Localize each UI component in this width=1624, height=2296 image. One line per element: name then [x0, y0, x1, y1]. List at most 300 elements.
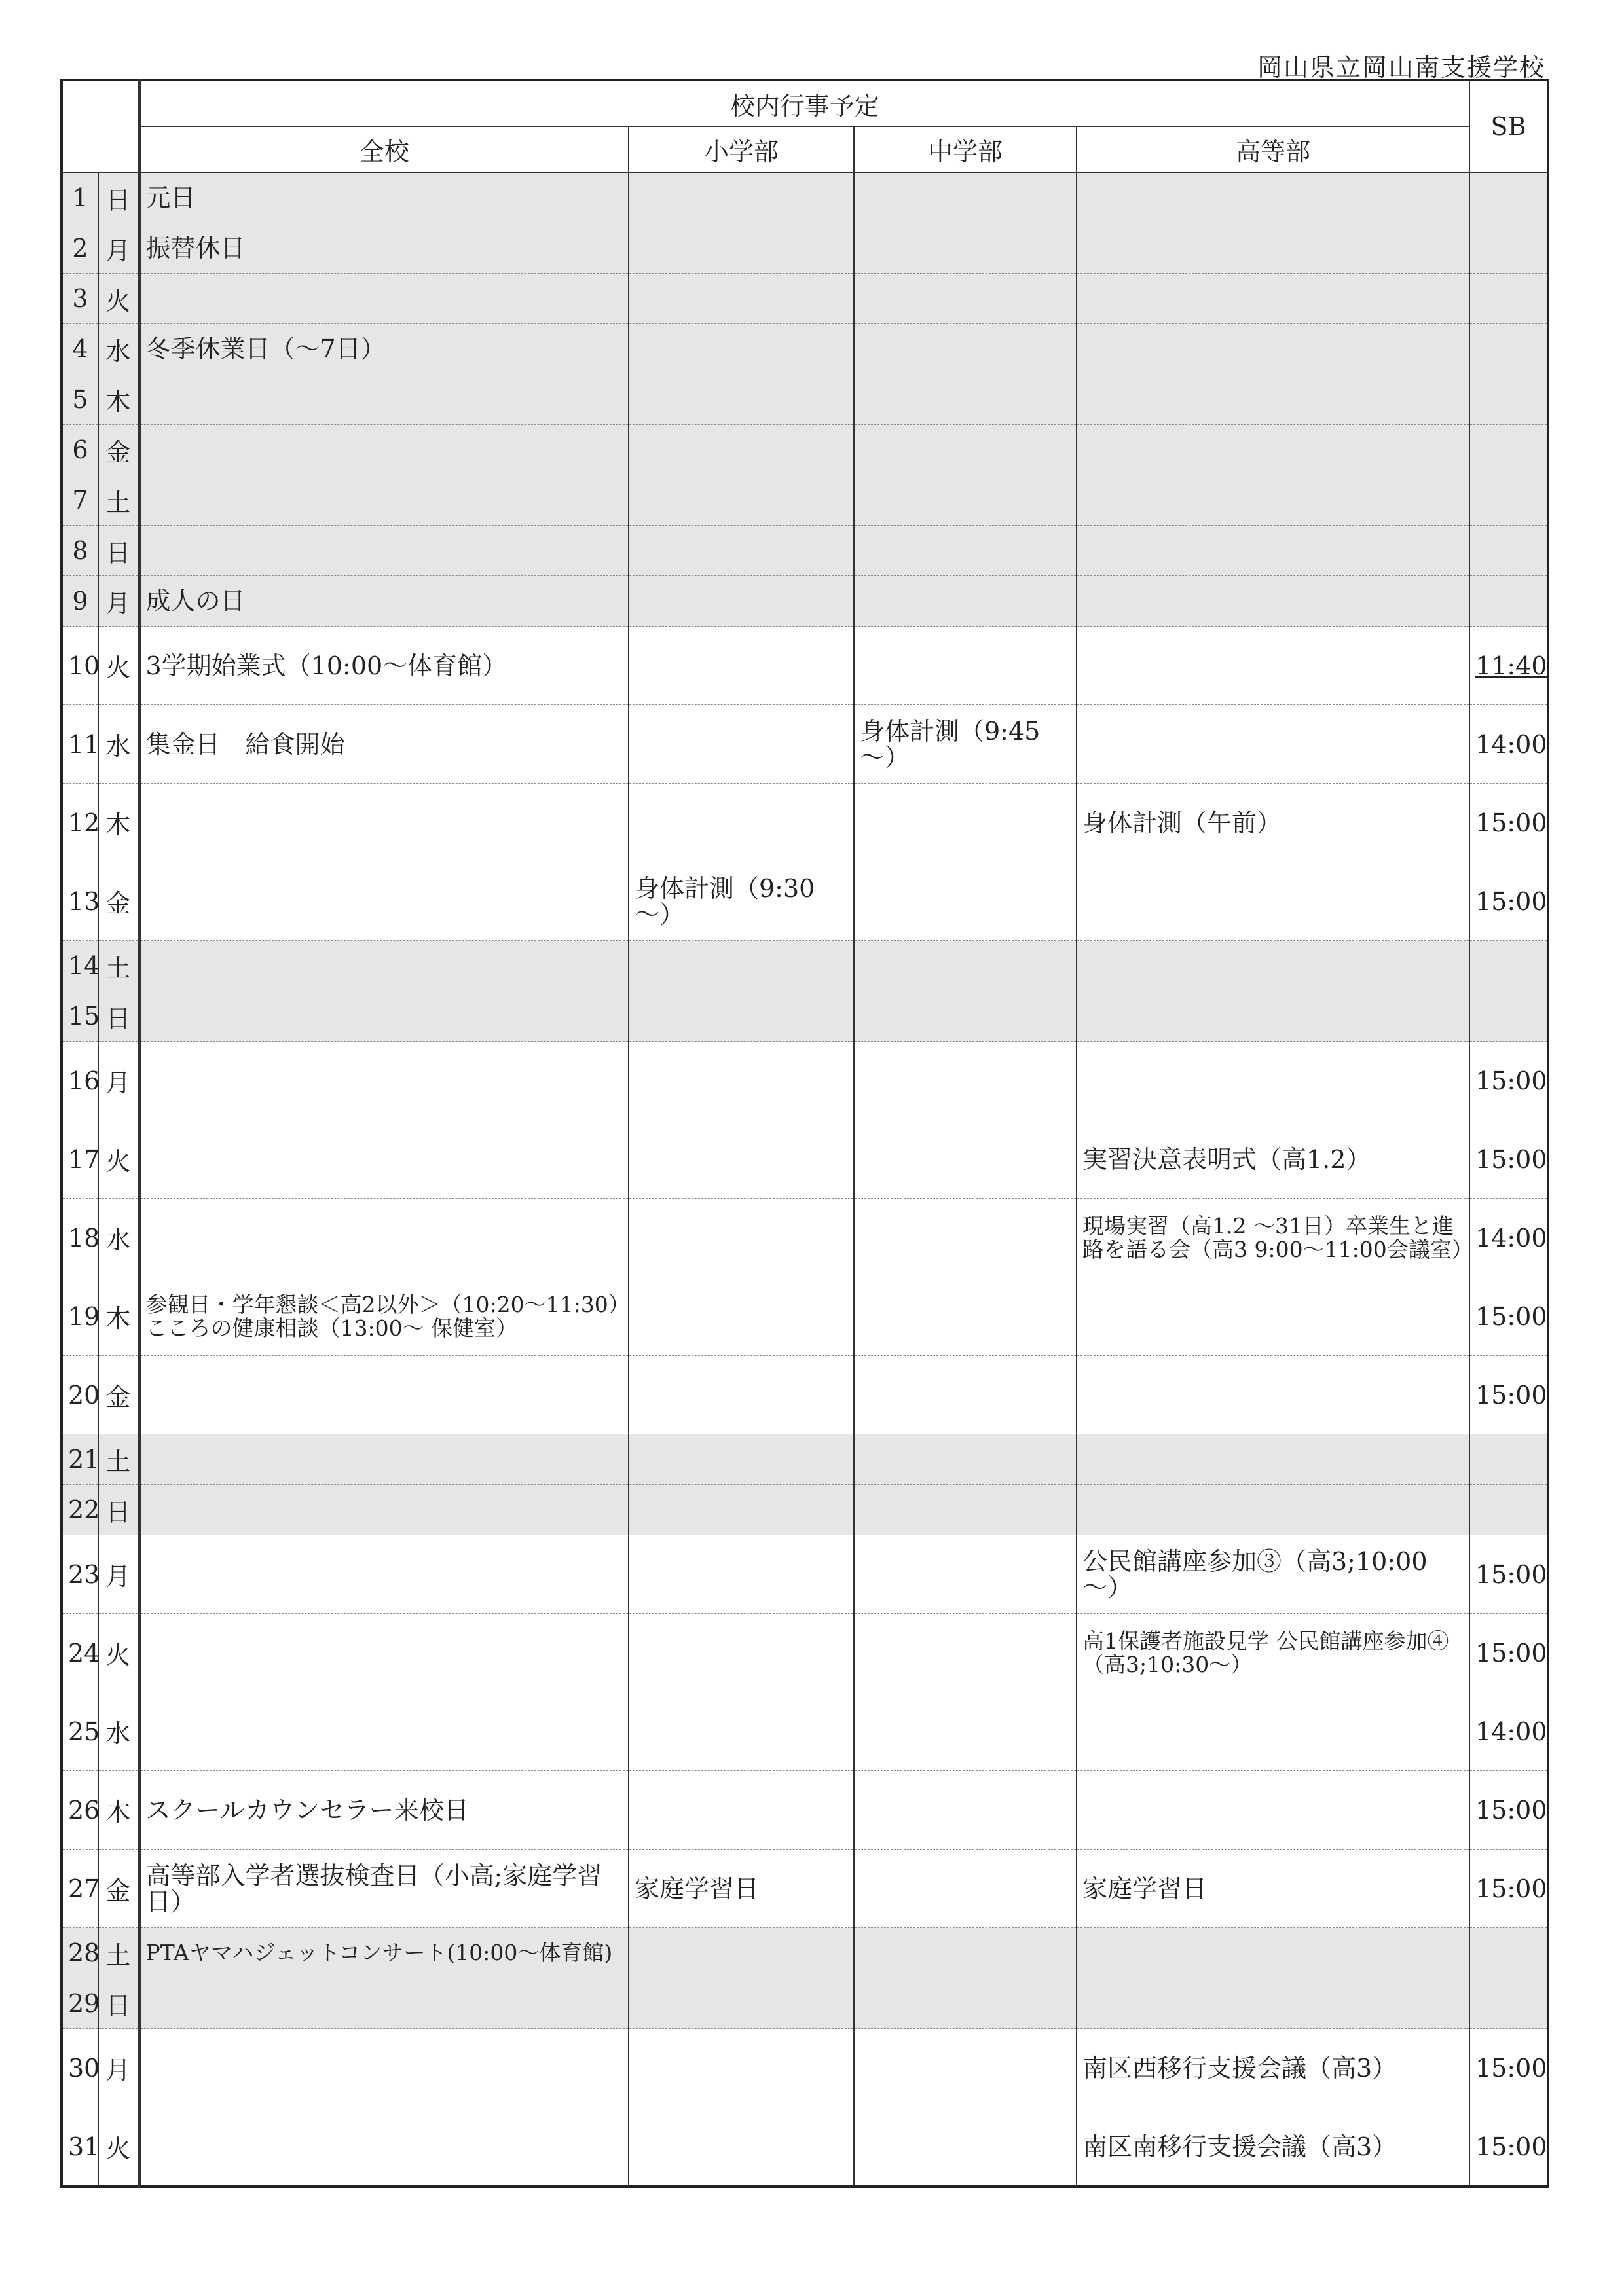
- all-school-event: [139, 475, 629, 526]
- day-number: [62, 991, 98, 1042]
- all-school-event-text: 高等部入学者選抜検査日（小高;家庭学習日）: [145, 1861, 602, 1916]
- all-school-event-text: 成人の日: [145, 587, 246, 615]
- weekday-text: 月: [105, 1562, 131, 1591]
- sb-time: [1469, 1978, 1548, 2029]
- day-number-text: 6: [72, 435, 88, 464]
- sb-time: [1469, 2107, 1548, 2187]
- weekday-text: 土: [105, 1447, 131, 1476]
- day-row: [62, 374, 1548, 425]
- day-row: [62, 1850, 1548, 1928]
- elementary-event: [629, 1771, 854, 1850]
- weekday: [98, 1434, 139, 1485]
- all-school-event: [139, 172, 629, 223]
- day-row: [62, 1771, 1548, 1850]
- all-school-event: [139, 705, 629, 784]
- day-number-text: 22: [68, 1495, 100, 1524]
- sb-time-text: 14:00: [1475, 729, 1547, 759]
- weekday: [98, 2029, 139, 2107]
- elementary-event: [629, 1042, 854, 1120]
- day-row: [62, 425, 1548, 475]
- day-number-text: 16: [68, 1066, 100, 1095]
- day-number: [62, 1535, 98, 1614]
- schedule-table: [60, 79, 1549, 2188]
- weekday-text: 火: [105, 2134, 131, 2163]
- day-number-text: 31: [68, 2132, 100, 2161]
- sb-time: [1469, 1434, 1548, 1485]
- all-school-event: [139, 1356, 629, 1434]
- weekday-text: 水: [105, 337, 131, 366]
- high-school-event: [1077, 862, 1469, 941]
- day-number: [62, 627, 98, 705]
- junior-high-event: [854, 374, 1077, 425]
- junior-high-event: [854, 172, 1077, 223]
- sb-time: [1469, 784, 1548, 862]
- junior-high-event: [854, 784, 1077, 862]
- elementary-event: [629, 1434, 854, 1485]
- elementary-event: [629, 1692, 854, 1771]
- junior-high-event-text: 身体計測（9:45～）: [860, 716, 1041, 772]
- sb-time: [1469, 1042, 1548, 1120]
- day-number-text: 1: [72, 183, 88, 212]
- high-school-event: [1077, 1434, 1469, 1485]
- sb-time-text: 15:00: [1475, 1380, 1547, 1410]
- day-number: [62, 425, 98, 475]
- sb-time: [1469, 576, 1548, 627]
- elementary-event: [629, 274, 854, 324]
- day-number: [62, 1692, 98, 1771]
- junior-high-event: [854, 1485, 1077, 1535]
- day-number-text: 29: [68, 1989, 100, 2018]
- day-row: [62, 705, 1548, 784]
- day-number-text: 19: [68, 1302, 100, 1331]
- weekday-text: 水: [105, 1719, 131, 1748]
- day-number-text: 3: [72, 284, 88, 313]
- elementary-event: [629, 1277, 854, 1356]
- weekday: [98, 1042, 139, 1120]
- sb-time-text: 15:00: [1475, 1795, 1547, 1825]
- elementary-event: [629, 374, 854, 425]
- all-school-event: [139, 941, 629, 991]
- weekday-text: 日: [105, 538, 131, 568]
- junior-high-event: [854, 425, 1077, 475]
- weekday-text: 火: [105, 1641, 131, 1669]
- elementary-event: [629, 1535, 854, 1614]
- day-number-text: 28: [68, 1939, 100, 1967]
- day-row: [62, 274, 1548, 324]
- day-number: [62, 1928, 98, 1978]
- day-number-text: 17: [68, 1144, 100, 1174]
- junior-high-event: [854, 1771, 1077, 1850]
- weekday: [98, 1614, 139, 1692]
- sb-time: [1469, 1850, 1548, 1928]
- sb-time: [1469, 1277, 1548, 1356]
- weekday: [98, 425, 139, 475]
- high-school-event: [1077, 1199, 1473, 1277]
- day-number-text: 15: [68, 1002, 100, 1030]
- sb-time-text: 15:00: [1475, 1302, 1547, 1331]
- weekday: [98, 1535, 139, 1614]
- day-number-text: 11: [68, 729, 100, 759]
- sb-time-text: 15:00: [1475, 886, 1547, 916]
- high-school-event: [1077, 1356, 1469, 1434]
- day-number: [62, 1978, 98, 2029]
- day-number: [62, 705, 98, 784]
- day-number: [62, 475, 98, 526]
- elementary-event: [629, 324, 854, 374]
- day-row: [62, 475, 1548, 526]
- day-number-text: 13: [68, 886, 100, 916]
- day-number: [62, 172, 98, 223]
- weekday-text: 日: [105, 1991, 131, 2020]
- day-number: [62, 1199, 98, 1277]
- weekday-text: 土: [105, 953, 131, 983]
- day-number: [62, 576, 98, 627]
- all-school-event: [139, 1692, 629, 1771]
- weekday-text: 金: [105, 889, 131, 918]
- weekday: [98, 1928, 139, 1978]
- elementary-event: [629, 223, 854, 274]
- day-row: [62, 991, 1548, 1042]
- all-school-event-text: 冬季休業日（～7日）: [145, 335, 386, 363]
- sb-time: [1469, 991, 1548, 1042]
- day-row: [62, 526, 1548, 576]
- junior-high-event: [854, 991, 1077, 1042]
- weekday-text: 土: [105, 1941, 131, 1970]
- day-row: [62, 1434, 1548, 1485]
- high-school-event: [1077, 1771, 1469, 1850]
- weekday: [98, 627, 139, 705]
- sb-time: [1469, 1199, 1548, 1277]
- weekday: [98, 1850, 139, 1928]
- high-school-event: [1077, 1535, 1469, 1614]
- day-row: [62, 2029, 1548, 2107]
- sb-time: [1469, 2029, 1548, 2107]
- junior-high-event: [854, 324, 1077, 374]
- header-sb: SB: [1469, 80, 1548, 172]
- day-number: [62, 1277, 98, 1356]
- day-row: [62, 627, 1548, 705]
- elementary-event-text: 身体計測（9:30～）: [635, 873, 815, 929]
- weekday-text: 木: [105, 1798, 131, 1827]
- weekday-text: 水: [105, 1226, 131, 1254]
- day-row: [62, 862, 1548, 941]
- high-school-event: [1077, 324, 1469, 374]
- all-school-event-text: 元日: [145, 183, 196, 212]
- elementary-event: [629, 1850, 854, 1928]
- weekday: [98, 991, 139, 1042]
- day-number-text: 2: [72, 234, 88, 263]
- elementary-event: [629, 425, 854, 475]
- elementary-event: [629, 1485, 854, 1535]
- day-number: [62, 274, 98, 324]
- all-school-event-text: 3学期始業式（10:00～体育館）: [145, 651, 507, 680]
- day-number-text: 18: [68, 1223, 100, 1252]
- elementary-event: [629, 1356, 854, 1434]
- sb-time: [1469, 1356, 1548, 1434]
- junior-high-event: [854, 526, 1077, 576]
- sb-time: [1469, 705, 1548, 784]
- high-school-event-text: 公民館講座参加③（高3;10:00～）: [1082, 1546, 1428, 1602]
- sb-time: [1469, 1485, 1548, 1535]
- weekday-text: 火: [105, 1147, 131, 1176]
- weekday: [98, 324, 139, 374]
- header-all-school: 全校: [139, 126, 629, 172]
- weekday-text: 金: [105, 437, 131, 467]
- day-number-text: 10: [68, 651, 100, 680]
- day-row: [62, 1277, 1548, 1356]
- weekday: [98, 274, 139, 324]
- all-school-event: [139, 274, 629, 324]
- sb-time: [1469, 172, 1548, 223]
- junior-high-event: [854, 223, 1077, 274]
- weekday-text: 日: [105, 1004, 131, 1033]
- weekday-text: 木: [105, 1304, 131, 1333]
- high-school-event: [1077, 374, 1469, 425]
- sb-time: [1469, 1614, 1548, 1692]
- weekday-text: 月: [105, 1068, 131, 1097]
- day-number-text: 14: [68, 951, 100, 980]
- day-number: [62, 1771, 98, 1850]
- high-school-event: [1077, 425, 1469, 475]
- weekday-text: 木: [105, 811, 131, 839]
- school-name: 岡山県立岡山南支援学校: [1257, 53, 1545, 82]
- day-row: [62, 1199, 1548, 1277]
- sb-time: [1469, 475, 1548, 526]
- elementary-event: [629, 2107, 854, 2187]
- junior-high-event: [854, 1850, 1077, 1928]
- all-school-event: [139, 526, 629, 576]
- weekday-text: 金: [105, 1383, 131, 1412]
- weekday: [98, 1277, 139, 1356]
- high-school-event: [1077, 1614, 1469, 1692]
- all-school-event: [139, 576, 629, 627]
- junior-high-event: [854, 2107, 1077, 2187]
- weekday: [98, 223, 139, 274]
- day-row: [62, 1120, 1548, 1199]
- high-school-event: [1077, 1042, 1469, 1120]
- high-school-event: [1077, 991, 1469, 1042]
- elementary-event: [629, 941, 854, 991]
- sb-time-text: 15:00: [1475, 2132, 1547, 2161]
- high-school-event: [1077, 475, 1469, 526]
- day-number-text: 7: [72, 486, 88, 515]
- day-row: [62, 324, 1548, 374]
- day-number-text: 4: [72, 335, 88, 363]
- weekday: [98, 1356, 139, 1434]
- weekday: [98, 784, 139, 862]
- elementary-event: [629, 1614, 854, 1692]
- header-blank-cell: [62, 80, 139, 172]
- day-row: [62, 784, 1548, 862]
- all-school-event: [139, 1042, 629, 1120]
- all-school-event-text: スクールカウンセラー来校日: [145, 1795, 469, 1825]
- weekday: [98, 374, 139, 425]
- day-number-text: 20: [68, 1380, 100, 1410]
- all-school-event-text: 振替休日: [145, 234, 246, 263]
- all-school-event: [139, 2029, 629, 2107]
- junior-high-event: [854, 705, 1077, 784]
- day-number: [62, 784, 98, 862]
- elementary-event: [629, 576, 854, 627]
- junior-high-event: [854, 1277, 1077, 1356]
- all-school-event: [139, 1535, 629, 1614]
- junior-high-event: [854, 1199, 1077, 1277]
- weekday-text: 水: [105, 732, 131, 761]
- sb-time: [1469, 941, 1548, 991]
- weekday-text: 木: [105, 387, 131, 416]
- high-school-event-text: 家庭学習日: [1082, 1874, 1208, 1903]
- day-row: [62, 1042, 1548, 1120]
- high-school-event: [1077, 1485, 1469, 1535]
- sb-time: [1469, 223, 1548, 274]
- elementary-event: [629, 627, 854, 705]
- weekday: [98, 1692, 139, 1771]
- weekday-text: 金: [105, 1876, 131, 1905]
- high-school-event: [1077, 1277, 1469, 1356]
- high-school-event: [1077, 526, 1469, 576]
- day-row: [62, 1978, 1548, 2029]
- day-number: [62, 1614, 98, 1692]
- junior-high-event: [854, 941, 1077, 991]
- day-number-text: 23: [68, 1559, 100, 1589]
- high-school-event: [1077, 1120, 1469, 1199]
- sb-time-text: 15:00: [1475, 1559, 1547, 1589]
- high-school-event-text: 高1保護者施設見学 公民館講座参加④（高3;10:30～）: [1082, 1628, 1449, 1677]
- junior-high-event: [854, 1692, 1077, 1771]
- day-number: [62, 1434, 98, 1485]
- day-number-text: 26: [68, 1795, 100, 1825]
- weekday: [98, 526, 139, 576]
- all-school-event: [139, 862, 629, 941]
- day-row: [62, 2107, 1548, 2187]
- junior-high-event: [854, 1978, 1077, 2029]
- junior-high-event: [854, 862, 1077, 941]
- day-row: [62, 1485, 1548, 1535]
- elementary-event: [629, 1199, 854, 1277]
- elementary-event-text: 家庭学習日: [635, 1874, 760, 1903]
- all-school-event: [139, 324, 629, 374]
- header-junior-high: 中学部: [854, 126, 1077, 172]
- sb-time-text: 15:00: [1475, 2053, 1547, 2083]
- header-group-title: 校内行事予定: [139, 80, 1469, 126]
- junior-high-event: [854, 1614, 1077, 1692]
- sb-time: [1469, 1120, 1548, 1199]
- day-row: [62, 1928, 1548, 1978]
- high-school-event-text: 身体計測（午前）: [1082, 808, 1282, 837]
- day-number: [62, 1356, 98, 1434]
- sb-time: [1469, 1535, 1548, 1614]
- sb-time: [1469, 374, 1548, 425]
- elementary-event: [629, 1978, 854, 2029]
- high-school-event: [1077, 172, 1469, 223]
- all-school-event: [139, 627, 629, 705]
- day-number-text: 30: [68, 2053, 100, 2083]
- all-school-event: [139, 1199, 629, 1277]
- sb-time: [1469, 324, 1548, 374]
- all-school-event-text: 参観日・学年懇談＜高2以外＞（10:20～11:30）こころの健康相談（13:00～ 保健室）: [145, 1291, 619, 1341]
- all-school-event: [139, 1614, 629, 1692]
- sb-time-text: 15:00: [1475, 808, 1547, 837]
- high-school-event: [1077, 223, 1469, 274]
- all-school-event: [139, 1120, 629, 1199]
- junior-high-event: [854, 274, 1077, 324]
- day-number: [62, 1850, 98, 1928]
- all-school-event: [139, 1978, 629, 2029]
- high-school-event: [1077, 2107, 1469, 2187]
- sb-time: [1469, 1692, 1548, 1771]
- day-row: [62, 223, 1548, 274]
- weekday-text: 火: [105, 286, 131, 316]
- all-school-event: [139, 1434, 629, 1485]
- day-number: [62, 324, 98, 374]
- day-number-text: 8: [72, 536, 88, 565]
- sb-time-text: 15:00: [1475, 1638, 1547, 1667]
- weekday: [98, 705, 139, 784]
- junior-high-event: [854, 1434, 1077, 1485]
- all-school-event-text: PTAヤマハジェットコンサート(10:00～体育館): [145, 1940, 613, 1965]
- weekday: [98, 862, 139, 941]
- all-school-event: [139, 425, 629, 475]
- sb-time: [1469, 1928, 1548, 1978]
- weekday: [98, 1771, 139, 1850]
- junior-high-event: [854, 1120, 1077, 1199]
- elementary-event: [629, 862, 854, 941]
- sb-time: [1469, 1771, 1548, 1850]
- day-number: [62, 1485, 98, 1535]
- elementary-event: [629, 1120, 854, 1199]
- weekday-text: 月: [105, 236, 131, 265]
- weekday: [98, 1199, 139, 1277]
- all-school-event: [139, 374, 629, 425]
- high-school-event-text: 南区南移行支援会議（高3）: [1082, 2132, 1397, 2161]
- high-school-event: [1077, 627, 1469, 705]
- day-number-text: 21: [68, 1445, 100, 1474]
- elementary-event: [629, 172, 854, 223]
- weekday: [98, 576, 139, 627]
- elementary-event: [629, 2029, 854, 2107]
- junior-high-event: [854, 627, 1077, 705]
- sb-time-text: 15:00: [1475, 1144, 1547, 1174]
- sb-time: [1469, 526, 1548, 576]
- elementary-event: [629, 475, 854, 526]
- high-school-event: [1077, 1692, 1469, 1771]
- junior-high-event: [854, 475, 1077, 526]
- day-number: [62, 941, 98, 991]
- sb-time-text: 11:40: [1475, 651, 1547, 680]
- day-row: [62, 172, 1548, 223]
- day-number-text: 27: [68, 1874, 100, 1903]
- all-school-event: [139, 1850, 629, 1928]
- day-number-text: 12: [68, 808, 100, 837]
- all-school-event: [139, 1277, 629, 1356]
- header-high-school: 高等部: [1077, 126, 1469, 172]
- day-number: [62, 1042, 98, 1120]
- day-row: [62, 1692, 1548, 1771]
- high-school-event: [1077, 705, 1469, 784]
- high-school-event: [1077, 576, 1469, 627]
- day-number: [62, 1120, 98, 1199]
- high-school-event: [1077, 2029, 1469, 2107]
- high-school-event: [1077, 1978, 1469, 2029]
- header-elementary: 小学部: [629, 126, 854, 172]
- weekday: [98, 1978, 139, 2029]
- sb-time-text: 14:00: [1475, 1223, 1547, 1252]
- all-school-event: [139, 2107, 629, 2187]
- day-number-text: 9: [72, 587, 88, 615]
- day-number: [62, 862, 98, 941]
- weekday: [98, 475, 139, 526]
- junior-high-event: [854, 1535, 1077, 1614]
